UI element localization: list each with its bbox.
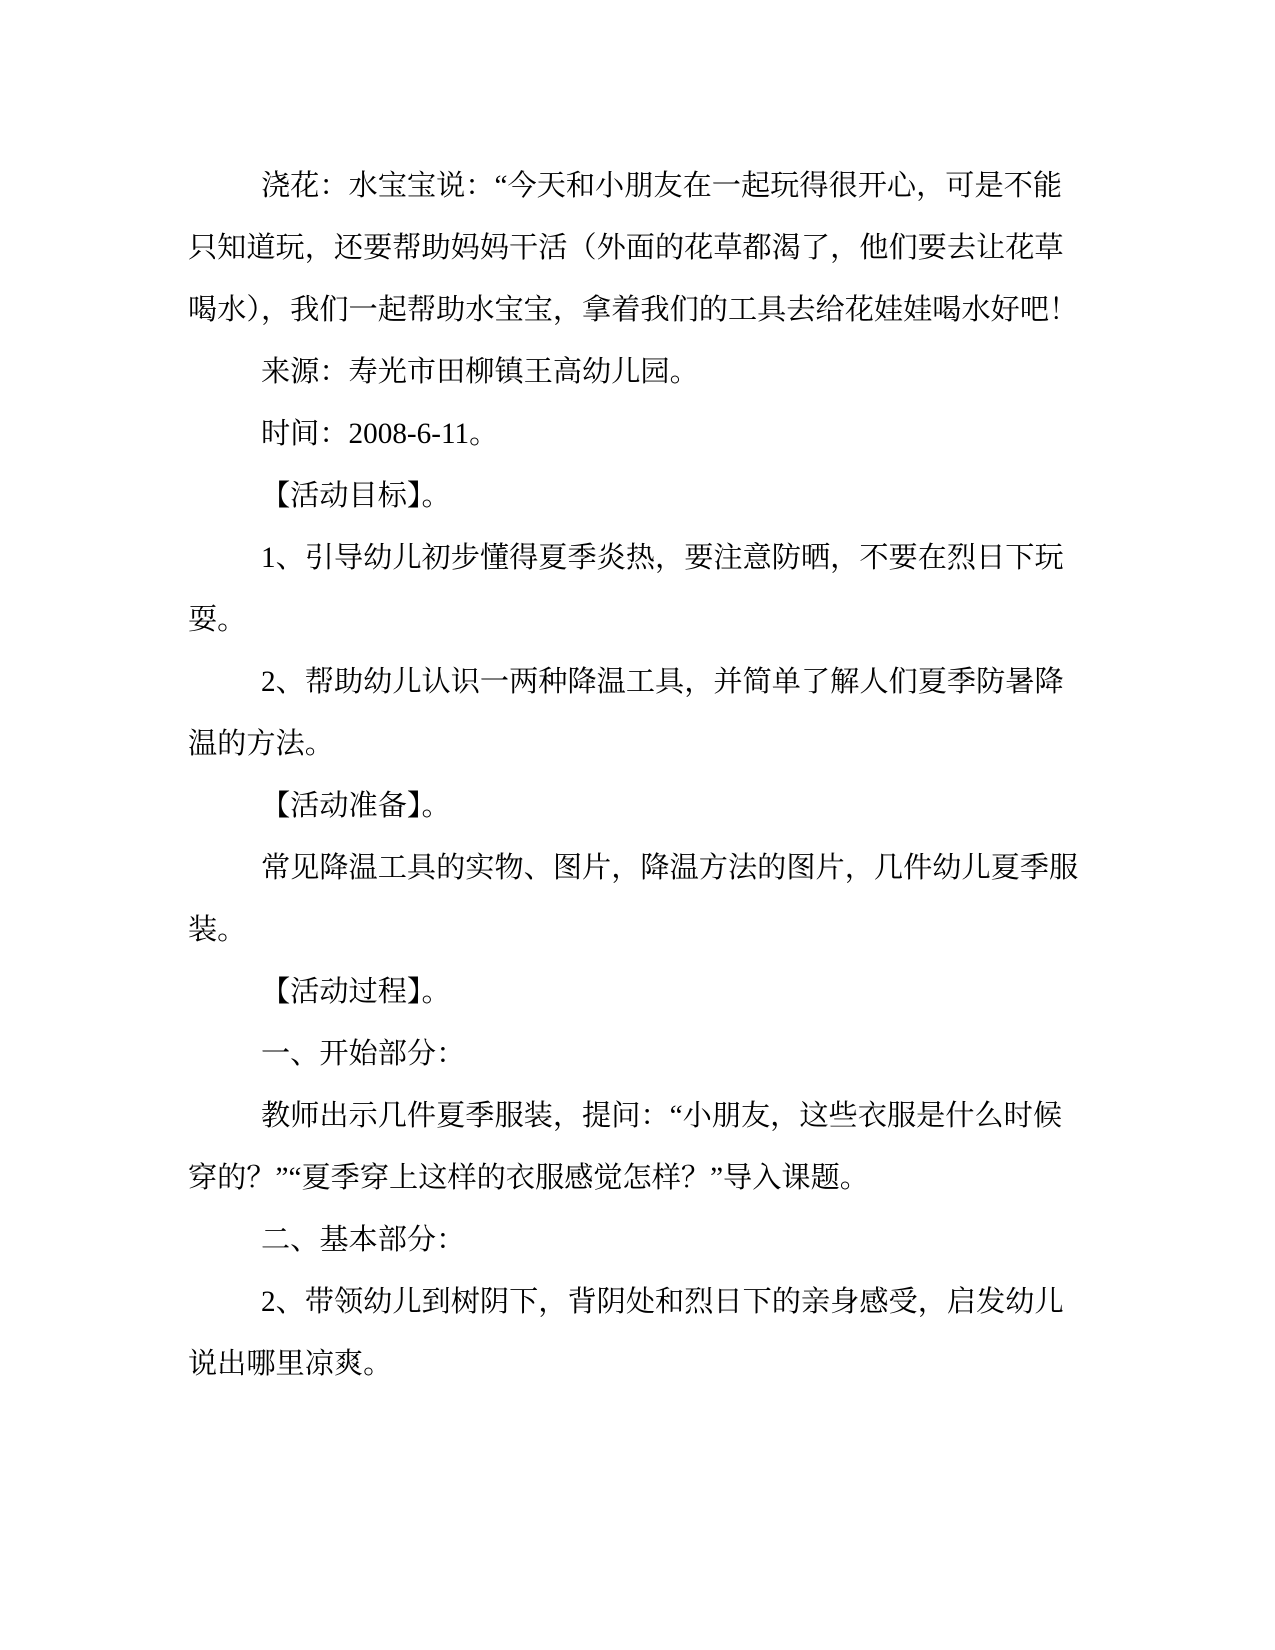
paragraph: 教师出示几件夏季服装，提问：“小朋友，这些衣服是什么时候穿的？”“夏季穿上这样的衣服感觉怎样？”导入课题。 [188, 1100, 1063, 1194]
paragraph: 时间：2008-6-11。 [261, 418, 499, 450]
paragraph: 1、引导幼儿初步懂得夏季炎热，要注意防晒，不要在烈日下玩耍。 [188, 542, 1064, 636]
document-body [188, 155, 1088, 1395]
paragraph: 浇花：水宝宝说：“今天和小朋友在一起玩得很开心，可是不能只知道玩，还要帮助妈妈干活（外面的花草都渴了，他们要去让花草喝水），我们一起帮助水宝宝，拿着我们的工具去给花娃娃喝水好吧！ [188, 170, 1079, 326]
paragraph: 二、基本部分： [261, 1224, 466, 1256]
paragraph: 【活动准备】。 [261, 790, 451, 822]
paragraph: 常见降温工具的实物、图片，降温方法的图片，几件幼儿夏季服装。 [188, 852, 1079, 946]
paragraph: 一、开始部分： [261, 1038, 466, 1070]
paragraph: 2、带领幼儿到树阴下，背阴处和烈日下的亲身感受，启发幼儿说出哪里凉爽。 [188, 1286, 1064, 1380]
paragraph: 2、帮助幼儿认识一两种降温工具，并简单了解人们夏季防暑降温的方法。 [188, 666, 1064, 760]
paragraph: 【活动目标】。 [261, 480, 451, 512]
paragraph: 【活动过程】。 [261, 976, 451, 1008]
paragraph: 来源：寿光市田柳镇王高幼儿园。 [261, 356, 699, 388]
